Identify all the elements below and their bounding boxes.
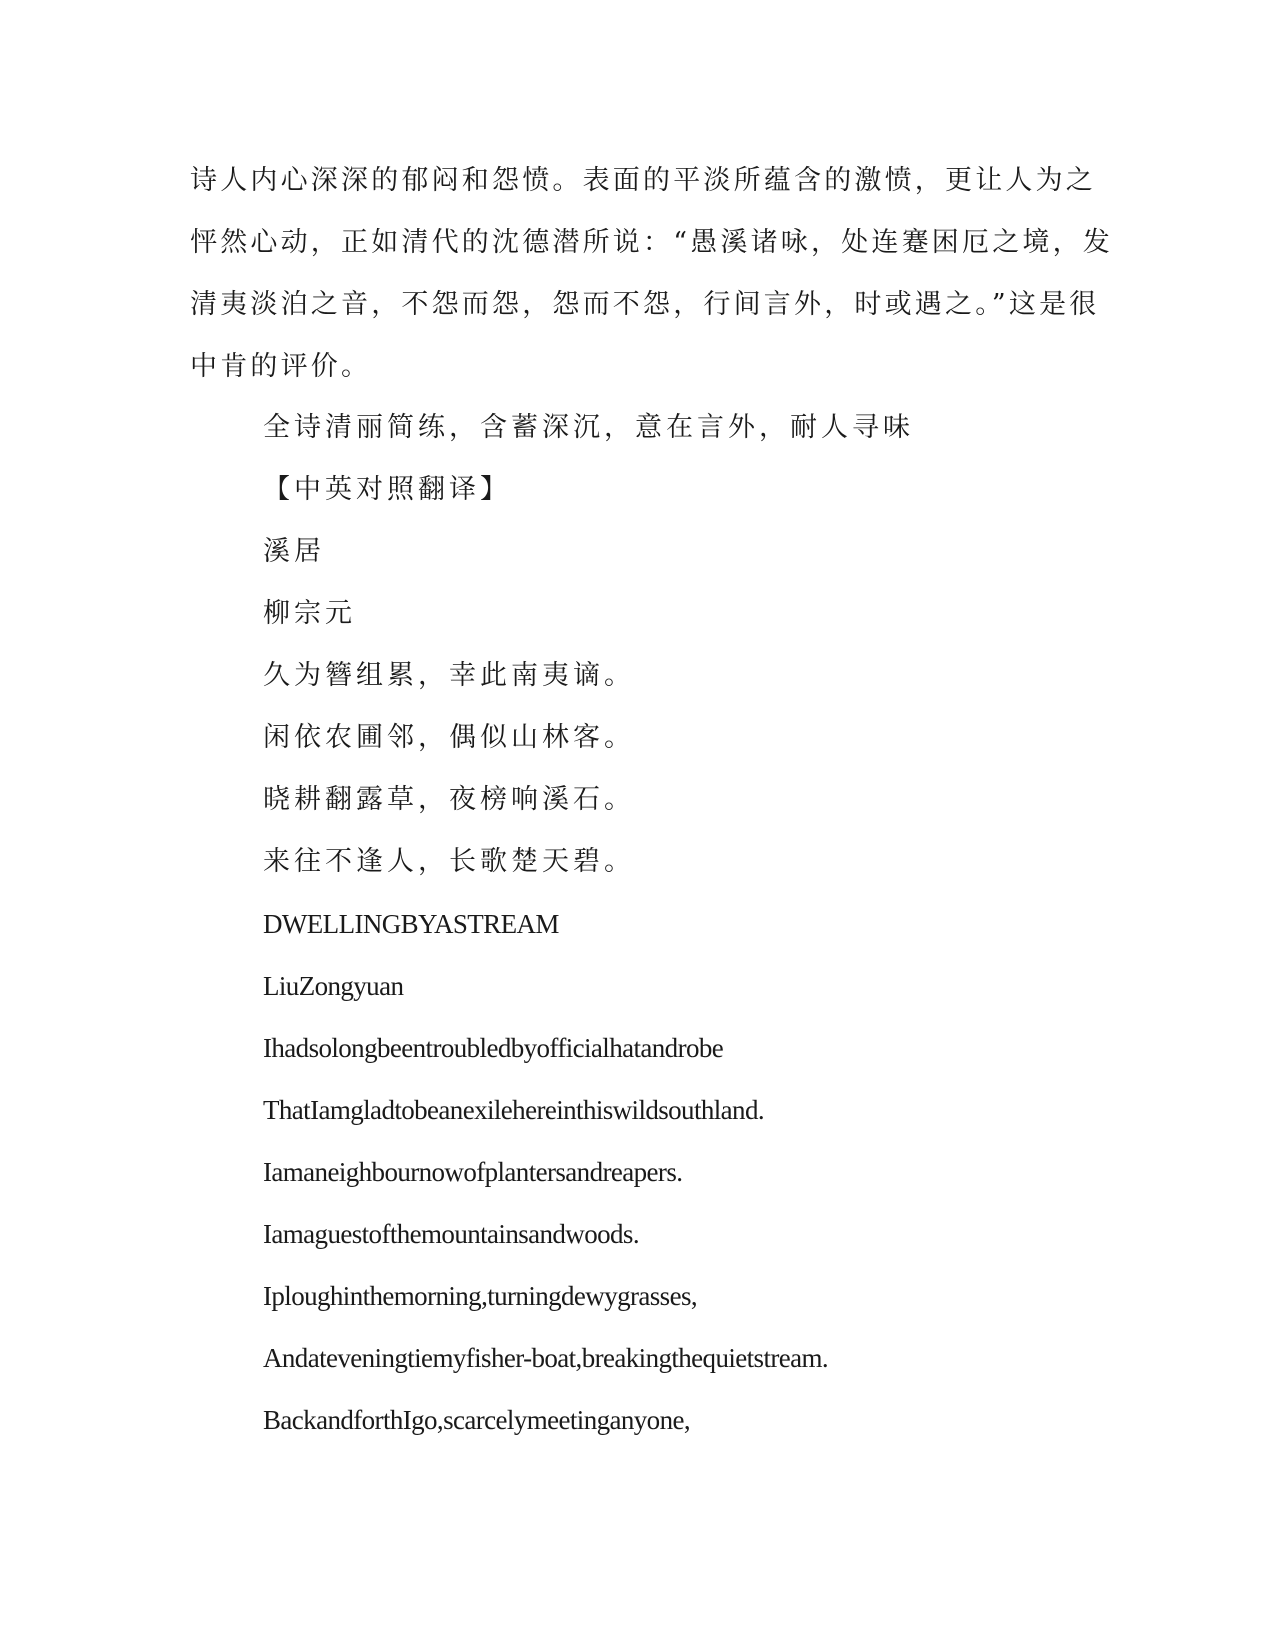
commentary-paragraph xyxy=(190,163,1114,411)
poem-line-cn: 晓耕翻露草，夜榜响溪石。 xyxy=(263,784,635,815)
poem-line-en: Andateveningtiemyfisher-boat,breakingthequietstream. xyxy=(263,1343,829,1373)
poem-line-en: ThatIamgladtobeanexilehereinthiswildsouthland. xyxy=(263,1095,764,1125)
paragraph-line: 诗人内心深深的郁闷和怨愤。表面的平淡所蕴含的激愤，更让人为之 xyxy=(190,165,1096,196)
poem-line-en: Iamaneighbournowofplantersandreapers. xyxy=(263,1157,683,1187)
section-heading: 【中英对照翻译】 xyxy=(263,474,511,505)
poem-author-en: LiuZongyuan xyxy=(263,971,404,1001)
paragraph-line: 怦然心动，正如清代的沈德潜所说：“愚溪诸咏，处连蹇困厄之境，发 xyxy=(190,227,1114,258)
indented-content xyxy=(263,410,1163,1464)
paragraph-line: 清夷淡泊之音，不怨而怨，怨而不怨，行间言外，时或遇之。”这是很 xyxy=(190,289,1100,320)
poem-line-en: Iamaguestofthemountainsandwoods. xyxy=(263,1219,639,1249)
poem-line-cn: 来往不逢人，长歌楚天碧。 xyxy=(263,846,635,877)
poem-line-en: Ihadsolongbeentroubledbyofficialhatandrobe xyxy=(263,1033,724,1063)
poem-line-en: BackandforthIgo,scarcelymeetinganyone, xyxy=(263,1405,691,1435)
poem-title-en: DWELLINGBYASTREAM xyxy=(263,909,559,939)
paragraph-line: 中肯的评价。 xyxy=(190,351,372,382)
poem-line-cn: 久为簪组累，幸此南夷谪。 xyxy=(263,660,635,691)
poem-line-en: Iploughinthemorning,turningdewygrasses, xyxy=(263,1281,698,1311)
poem-author-cn: 柳宗元 xyxy=(263,598,356,629)
summary-line: 全诗清丽简练，含蓄深沉，意在言外，耐人寻味 xyxy=(263,412,914,443)
poem-line-cn: 闲依农圃邻，偶似山林客。 xyxy=(263,722,635,753)
poem-title-cn: 溪居 xyxy=(263,536,325,567)
